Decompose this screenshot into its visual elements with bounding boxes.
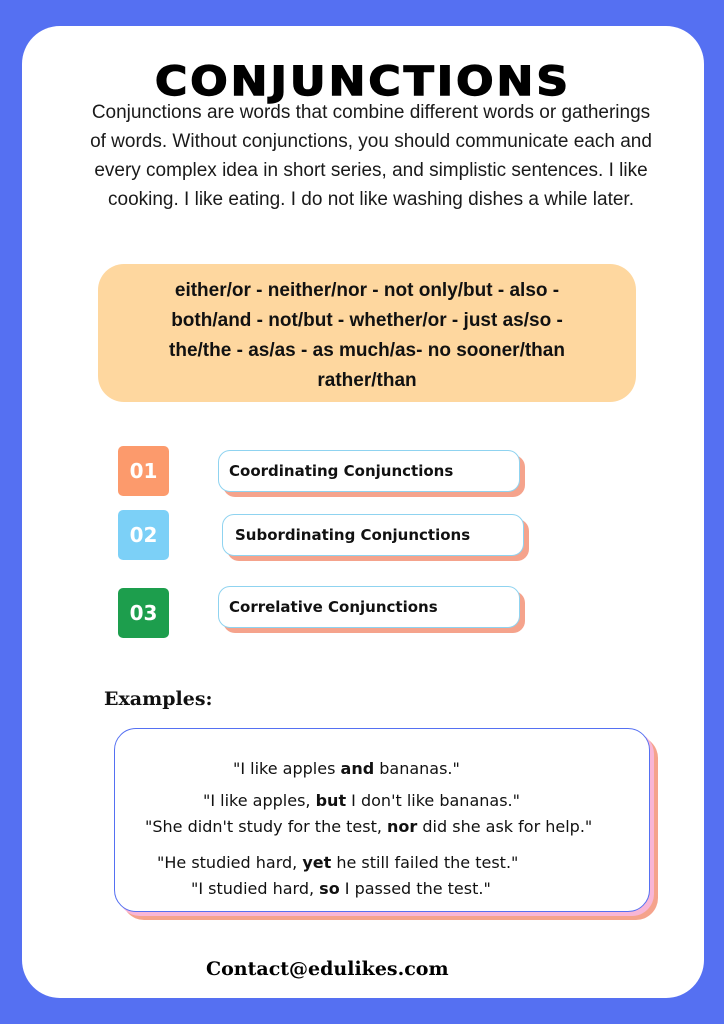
number-badge-01: 01: [118, 446, 169, 496]
pairs-line: rather/than: [317, 370, 417, 391]
type-label: Subordinating Conjunctions: [222, 514, 524, 556]
conjunction-keyword: nor: [387, 817, 418, 836]
number-badge-02: 02: [118, 510, 169, 560]
example-sentence: "He studied hard, yet he still failed the test.": [157, 853, 519, 872]
type-subordinating: [222, 514, 524, 556]
conjunction-keyword: so: [319, 879, 340, 898]
pairs-line: the/the - as/as - as much/as- no sooner/than: [169, 340, 565, 361]
example-sentence: "I like apples and bananas.": [233, 759, 460, 778]
type-coordinating: [218, 450, 520, 492]
pairs-line: both/and - not/but - whether/or - just as/so -: [171, 310, 563, 331]
pairs-line: either/or - neither/nor - not only/but - also -: [174, 280, 560, 301]
contact-email[interactable]: Contact@edulikes.com: [206, 958, 449, 980]
page-title: CONJUNCTIONS: [154, 58, 572, 105]
type-correlative: [218, 586, 520, 628]
example-sentence: "I like apples, but I don't like bananas.": [203, 791, 520, 810]
examples-box: [114, 728, 650, 912]
conjunction-keyword: but: [315, 791, 347, 810]
examples-heading: Examples:: [104, 688, 213, 710]
intro-paragraph: Conjunctions are words that combine different words or gatherings of words. Without conjunctions, you should communicate each and every complex idea in short series, and simplistic sentences. I like cooking. I like eating. I do not like washing dishes a while later.: [90, 102, 652, 210]
type-label: Coordinating Conjunctions: [218, 450, 520, 492]
conjunction-keyword: yet: [302, 853, 332, 872]
example-sentence: "I studied hard, so I passed the test.": [191, 879, 491, 898]
example-sentence: "She didn't study for the test, nor did she ask for help.": [145, 817, 593, 836]
number-badge-03: 03: [118, 588, 169, 638]
examples-box-face: [114, 728, 650, 912]
correlative-pairs-box: [98, 264, 636, 402]
conjunction-keyword: and: [340, 759, 375, 778]
type-label: Correlative Conjunctions: [218, 586, 520, 628]
worksheet-card: [22, 26, 704, 998]
